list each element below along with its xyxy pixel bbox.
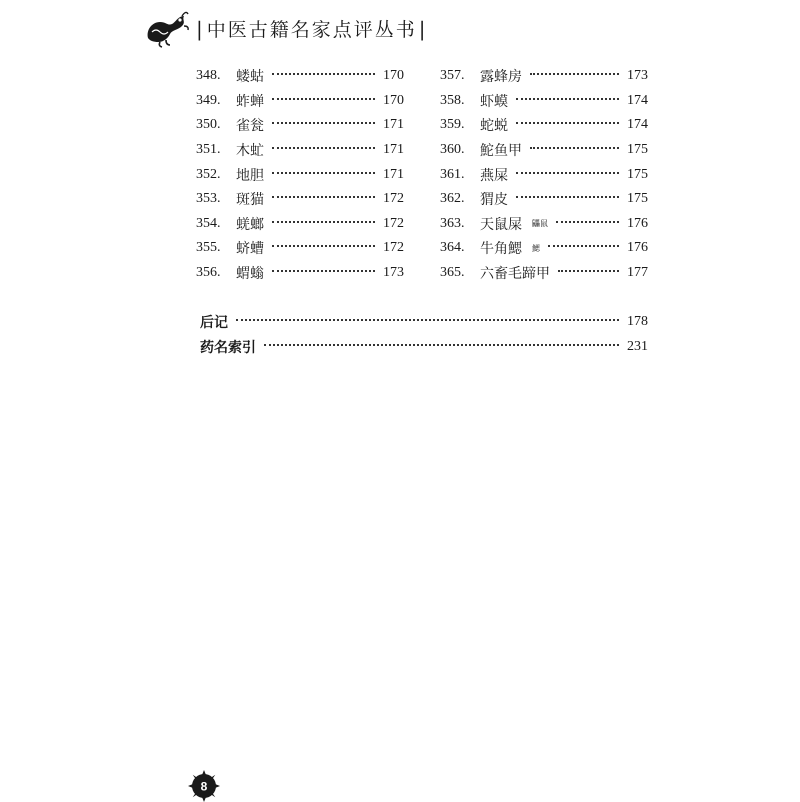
leader-dots [272,122,375,124]
leader-dots [556,221,619,223]
toc-entry[interactable]: 354. 蜣螂 172 [196,215,404,233]
toc-entry[interactable]: 364. 牛角鰓 鰓 176 [440,240,648,258]
leader-dots [558,270,619,272]
toc-entry[interactable]: 350. 雀瓮 171 [196,117,404,135]
toc-entry[interactable]: 348. 蝼蛄 170 [196,68,404,86]
toc-entry[interactable]: 365. 六畜毛蹄甲 177 [440,265,648,283]
leader-dots [272,147,375,149]
leader-dots [530,73,619,75]
toc-entry[interactable]: 355. 蛴螬 172 [196,240,404,258]
leader-dots [272,73,375,75]
series-title: | 中医古籍名家点评丛书 | [196,16,428,41]
dragon-icon [142,8,190,48]
leader-dots [272,196,375,198]
toc-entry[interactable]: 363. 天鼠屎 鼺鼠 176 [440,215,648,233]
toc-entry[interactable]: 356. 蝟螉 173 [196,265,404,283]
toc-entry-afterword[interactable]: 后记 178 [200,314,648,332]
toc-entry[interactable]: 358. 虾蟆 174 [440,92,648,110]
leader-dots [272,98,375,100]
leader-dots [272,245,375,247]
leader-dots [516,172,619,174]
leader-dots [516,196,619,198]
toc-entry[interactable]: 349. 蚱蝉 170 [196,92,404,110]
running-header [142,8,430,48]
toc-annotation: 鰓 [532,243,540,253]
leader-dots [272,172,375,174]
leader-dots [516,122,619,124]
toc-entry[interactable]: 351. 木虻 171 [196,142,404,160]
toc-back-matter [200,310,648,359]
toc-entry-index[interactable]: 药名索引 231 [200,338,648,356]
leader-dots [530,147,619,149]
toc-entry[interactable]: 353. 斑猫 172 [196,191,404,209]
toc-entry[interactable]: 352. 地胆 171 [196,166,404,184]
toc-entry[interactable]: 362. 猬皮 175 [440,191,648,209]
toc-entry[interactable]: 360. 鮀鱼甲 175 [440,142,648,160]
page-number: 8 [200,779,208,794]
toc-entry[interactable]: 359. 蛇蜕 174 [440,117,648,135]
page-number-badge [188,770,220,802]
toc-column-left [196,64,404,285]
toc-annotation: 鼺鼠 [532,219,548,229]
leader-dots [516,98,619,100]
leader-dots [272,270,375,272]
toc-entry[interactable]: 357. 露蜂房 173 [440,68,648,86]
leader-dots [548,245,619,247]
leader-dots [272,221,375,223]
toc-entry[interactable]: 361. 燕屎 175 [440,166,648,184]
leader-dots [264,344,619,346]
leader-dots [236,319,619,321]
toc-column-right [440,64,648,285]
